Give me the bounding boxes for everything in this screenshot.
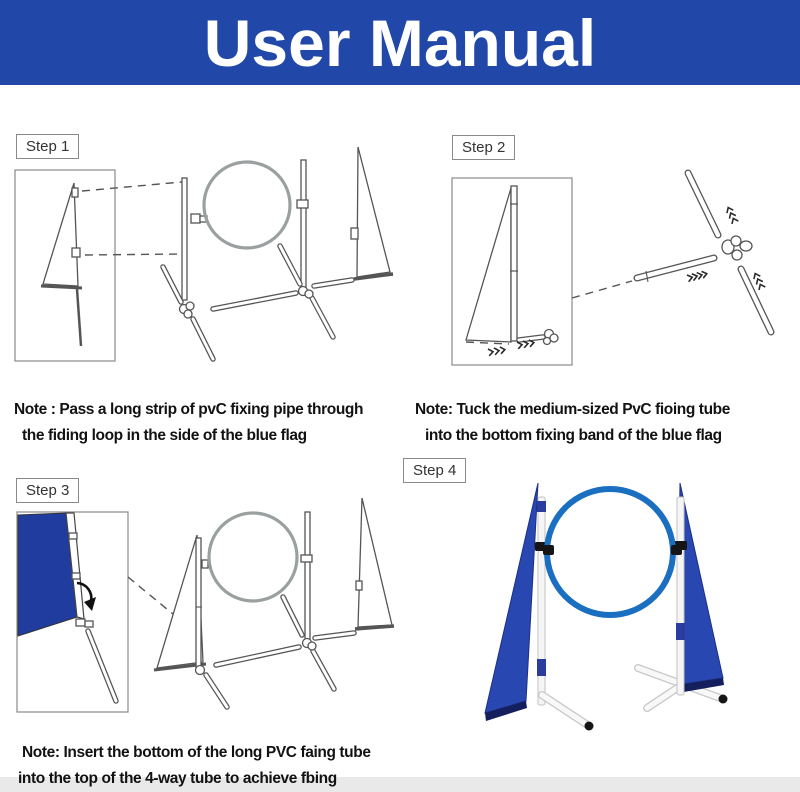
step-2-diagram: [400, 128, 800, 378]
step-3-note-line-2: into the top of the 4-way tube to achieve fbing: [18, 769, 337, 787]
step-2-note-line-2: into the bottom fixing band of the blue flag: [425, 426, 722, 444]
guide-dash-line: [572, 281, 632, 298]
step-1-label-text: Step 1: [26, 138, 70, 155]
hoop-ring: [543, 489, 682, 615]
step-1-note-line-1: Note : Pass a long strip of pvC fixing pipe through: [14, 400, 364, 418]
motion-chevrons-icon: [725, 206, 738, 224]
step-4-label-text: Step 4: [413, 462, 457, 479]
hoop-outline-drawing: [204, 162, 290, 248]
blue-flag-inset-drawing: [18, 513, 116, 701]
left-flag: [485, 483, 538, 721]
motion-chevrons-icon: [488, 346, 505, 356]
flag-side-view-drawing: [41, 183, 82, 346]
lower-tube-drawing: [741, 269, 771, 332]
left-pole: [535, 497, 548, 705]
guide-dash-bottom: [85, 254, 184, 255]
step-4-product-image: [400, 445, 800, 777]
step-3-note-line-1: Note: Insert the bottom of the long PVC faing tube: [22, 743, 371, 761]
four-way-connector-drawing: [722, 236, 752, 260]
step-2-label-text: Step 2: [462, 139, 506, 156]
right-flag-side-view-drawing: [351, 147, 393, 279]
motion-chevrons-icon: [687, 270, 708, 282]
base-end-cap: [719, 695, 728, 704]
motion-chevrons-icon: [752, 272, 765, 290]
step-1-note: [14, 397, 363, 449]
step-3-diagram: [0, 455, 400, 730]
hoop-clip-icon: [543, 545, 554, 555]
page-title: User Manual: [203, 5, 597, 80]
step-2-note: [415, 397, 730, 449]
upright-pole-with-base-drawing: [213, 160, 352, 337]
step-3-label-text: Step 3: [26, 482, 70, 499]
assembled-frame-drawing: [154, 498, 394, 707]
medium-tube-drawing: [637, 258, 714, 282]
upper-tube-drawing: [688, 173, 718, 235]
hoop-clip-icon: [671, 545, 682, 555]
step-2-note-line-1: Note: Tuck the medium-sized PvC fioing tube: [415, 400, 730, 418]
base-end-cap: [585, 722, 594, 731]
header-banner: [0, 0, 800, 85]
step-1-note-line-2: the fiding loop in the side of the blue flag: [22, 426, 307, 444]
step-3-note: [18, 740, 371, 792]
flag-with-pole-drawing: [466, 186, 558, 356]
guide-dash-top: [82, 182, 182, 191]
step-1-diagram: [0, 128, 400, 378]
